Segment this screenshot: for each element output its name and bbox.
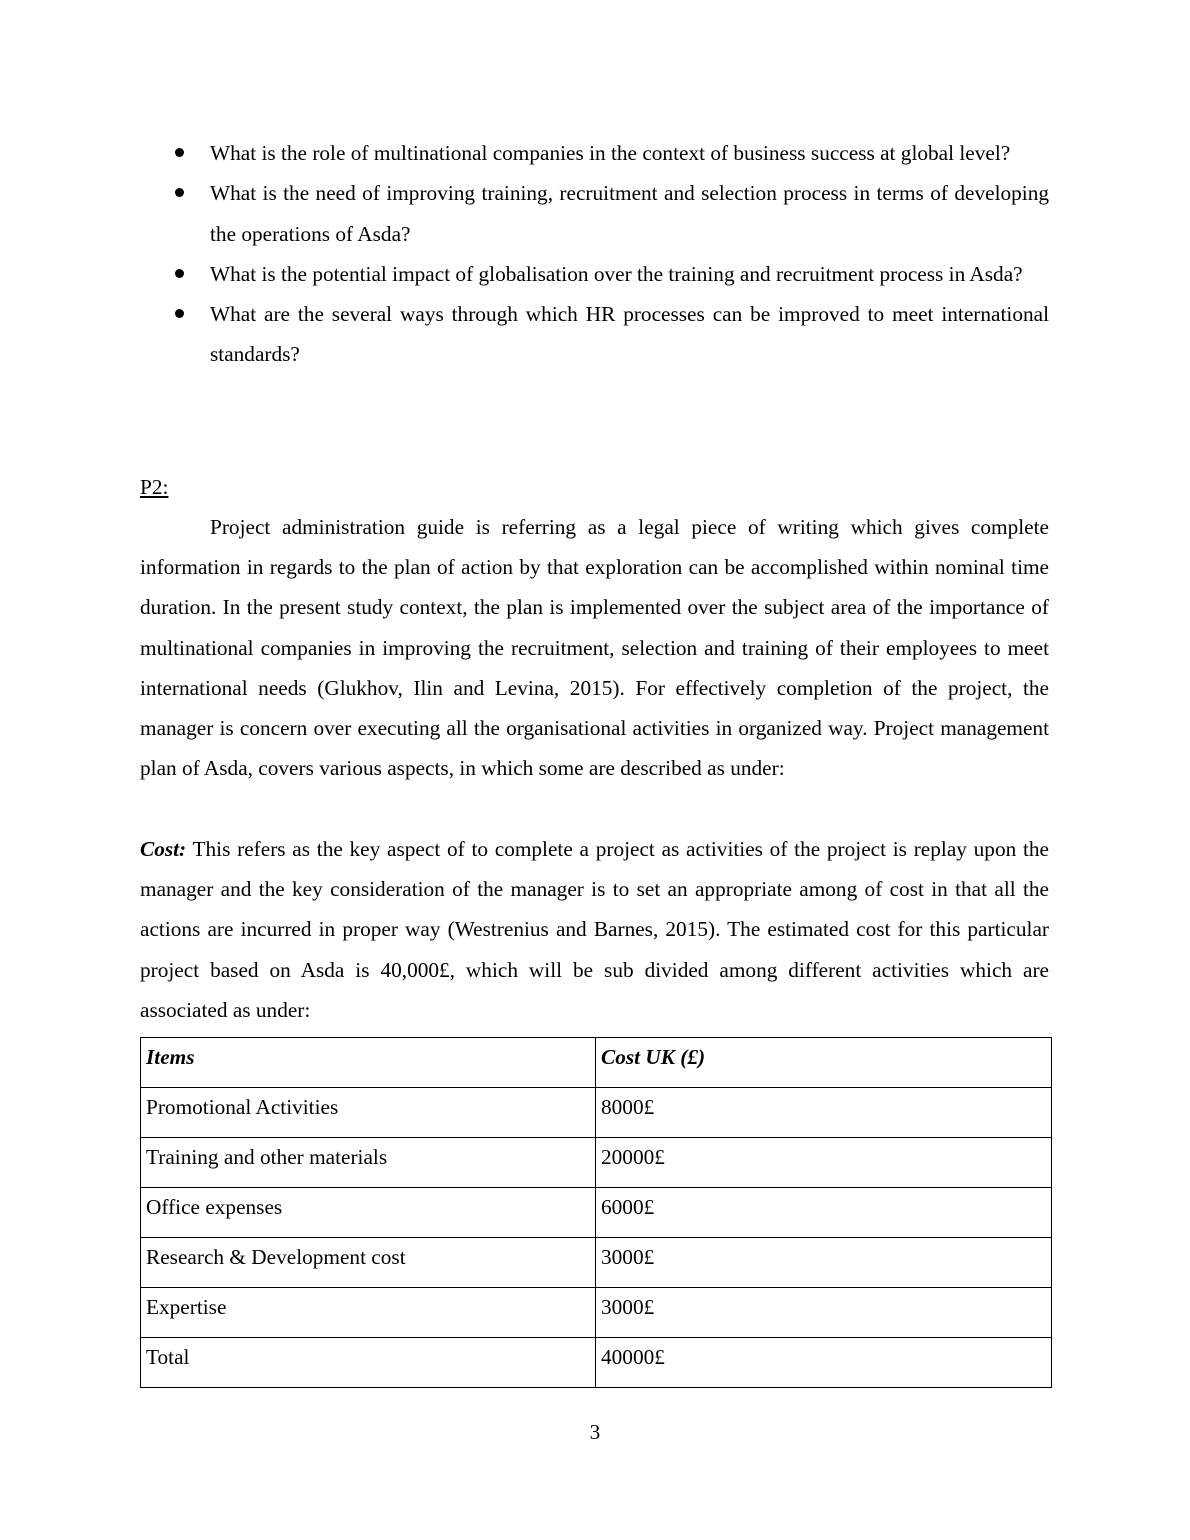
- table-row: [141, 1138, 1052, 1188]
- item-cell: Expertise: [141, 1288, 596, 1338]
- table-row: [141, 1288, 1052, 1338]
- research-questions-list: [140, 133, 1049, 375]
- cost-table: [140, 1037, 1052, 1388]
- table-row: [141, 1088, 1052, 1138]
- section-heading: P2:: [140, 475, 169, 499]
- bullet-icon: [175, 309, 184, 318]
- cost-cell: 3000£: [596, 1238, 1052, 1288]
- page-number: 3: [589, 1420, 601, 1444]
- cost-cell: 6000£: [596, 1188, 1052, 1238]
- column-header-cost: Cost UK (£): [596, 1038, 1052, 1088]
- list-item: [140, 294, 1049, 375]
- item-cell: Training and other materials: [141, 1138, 596, 1188]
- table-row: [141, 1188, 1052, 1238]
- bullet-text: What is the need of improving training, recruitment and selection process in terms of developing the operations of Asda?: [210, 181, 1049, 246]
- item-cell: Research & Development cost: [141, 1238, 596, 1288]
- bullet-icon: [175, 148, 184, 157]
- cost-lead-label: Cost:: [140, 837, 187, 861]
- table-header-row: [141, 1038, 1052, 1088]
- cost-cell: 3000£: [596, 1288, 1052, 1338]
- item-cell: Promotional Activities: [141, 1088, 596, 1138]
- table-row: [141, 1238, 1052, 1288]
- bullet-icon: [175, 188, 184, 197]
- list-item: [140, 133, 1049, 173]
- item-cell: Total: [141, 1338, 596, 1388]
- list-item: [140, 254, 1049, 294]
- column-header-items: Items: [141, 1038, 596, 1088]
- bullet-text: What is the role of multinational companies in the context of business success at global level?: [210, 141, 1011, 165]
- item-cell: Office expenses: [141, 1188, 596, 1238]
- cost-cell: 40000£: [596, 1338, 1052, 1388]
- cost-cell: 8000£: [596, 1088, 1052, 1138]
- bullet-text: What is the potential impact of globalisation over the training and recruitment process in Asda?: [210, 261, 1023, 286]
- cost-paragraph: [140, 829, 1049, 1030]
- table-row-total: [141, 1338, 1052, 1388]
- project-plan-paragraph: Project administration guide is referring as a legal piece of writing which gives complete information in regards to the plan of action by that exploration can be accomplished within nominal time duration. In the present study context, the plan is implemented over the subject area of the importance of multinational companies in improving the recruitment, selection and training of their employees to meet international needs (Glukhov, Ilin and Levina, 2015). For effectively completion of the project, the manager is concern over executing all the organisational activities in organized way. Project management plan of Asda, covers various aspects, in which some are described as under:: [140, 515, 1049, 781]
- cost-cell: 20000£: [596, 1138, 1052, 1188]
- bullet-text: What are the several ways through which HR processes can be improved to meet international standards?: [210, 302, 1049, 367]
- list-item: [140, 173, 1049, 254]
- cost-paragraph-text: This refers as the key aspect of to complete a project as activities of the project is replay upon the manager and the key consideration of the manager is to set an appropriate among of cost in that all the actions are incurred in proper way (Westrenius and Barnes, 2015). The estimated cost for this particular project based on Asda is 40,000£, which will be sub divided among different activities which are associated as under:: [140, 837, 1049, 1022]
- bullet-icon: [175, 269, 184, 278]
